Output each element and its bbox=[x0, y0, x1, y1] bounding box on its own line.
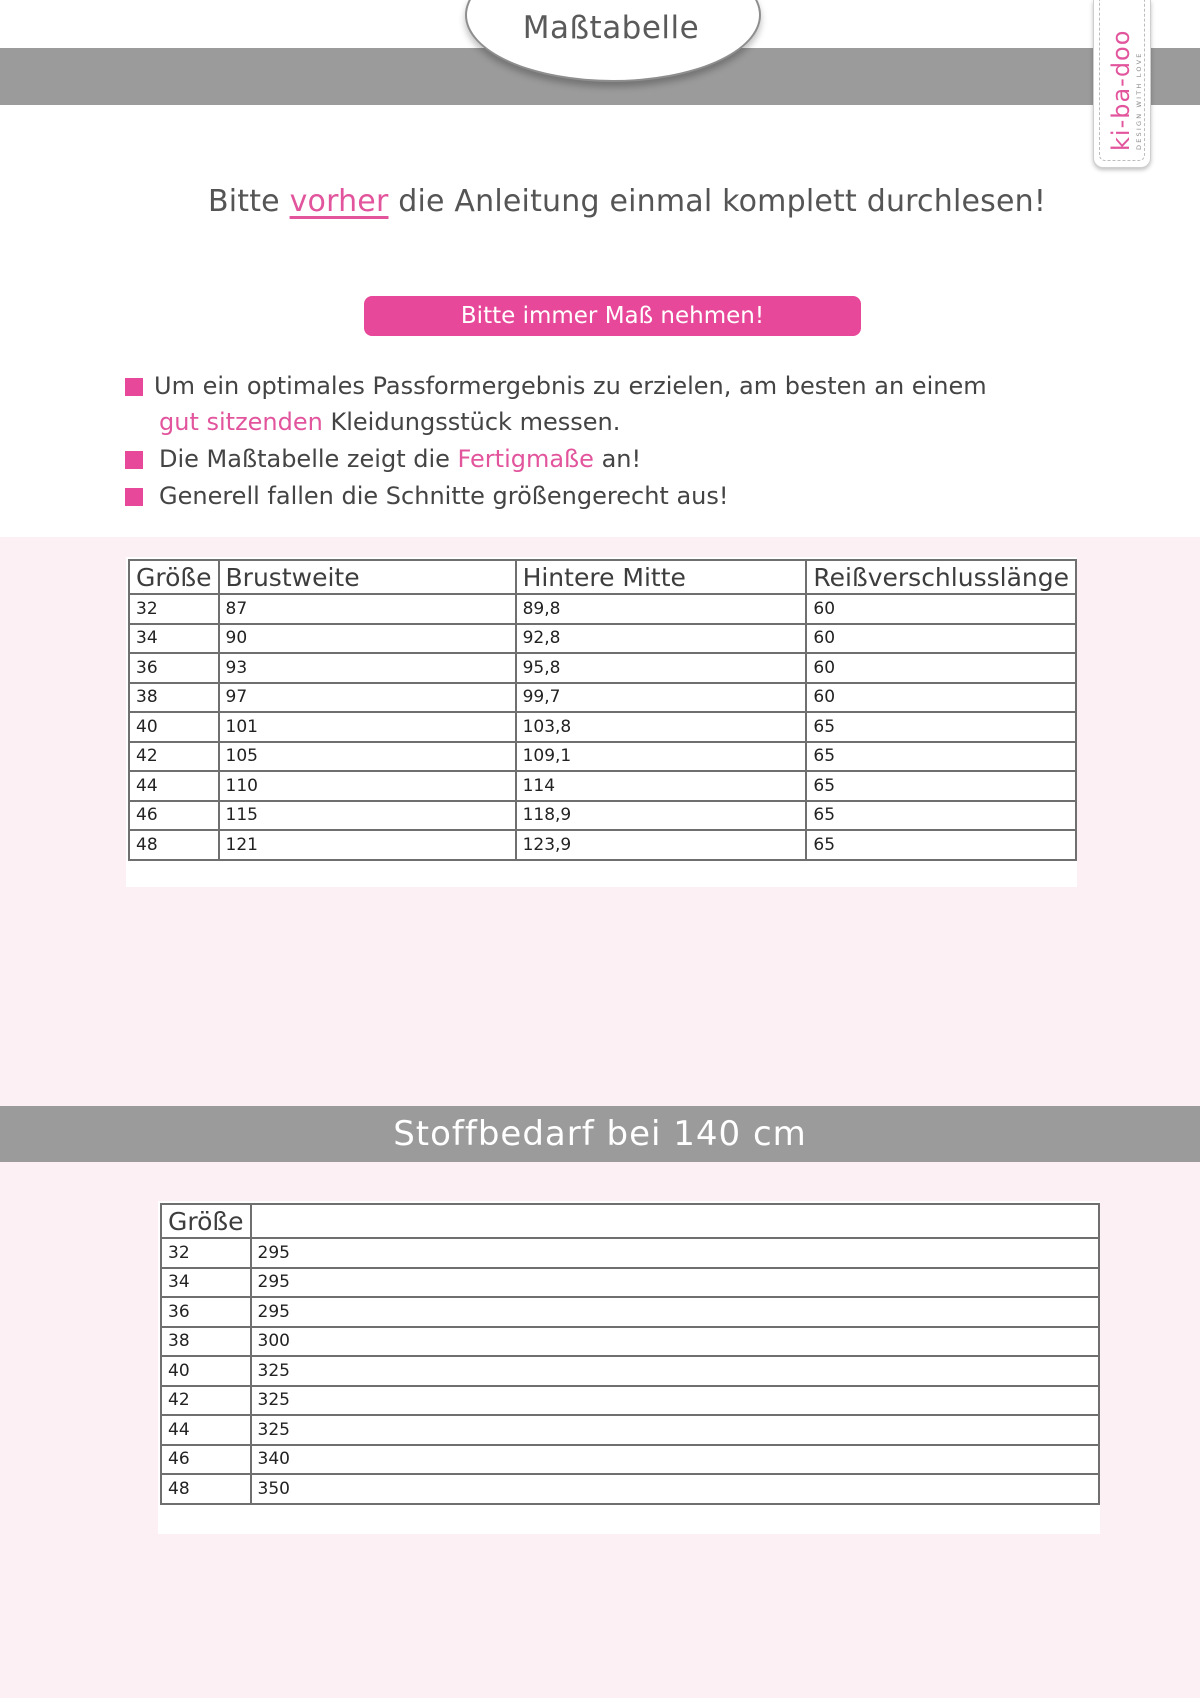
size-cell: 38 bbox=[161, 1327, 251, 1357]
chest-cell: 90 bbox=[219, 624, 516, 654]
col-header-amount bbox=[251, 1204, 1099, 1238]
zipper-cell: 65 bbox=[806, 801, 1076, 831]
zipper-cell: 60 bbox=[806, 683, 1076, 713]
col-header-back-center: Hintere Mitte bbox=[516, 560, 807, 594]
table-row bbox=[129, 624, 1076, 654]
chest-cell: 105 bbox=[219, 742, 516, 772]
intro-after: die Anleitung einmal komplett durchlesen! bbox=[388, 184, 1047, 219]
back-center-cell: 92,8 bbox=[516, 624, 807, 654]
back-center-cell: 103,8 bbox=[516, 712, 807, 742]
size-cell: 46 bbox=[161, 1445, 251, 1475]
chest-cell: 115 bbox=[219, 801, 516, 831]
col-header-size: Größe bbox=[161, 1204, 251, 1238]
fabric-title: Stoffbedarf bei 140 cm bbox=[393, 1114, 807, 1154]
amount-cell: 325 bbox=[251, 1356, 1099, 1386]
chest-cell: 110 bbox=[219, 771, 516, 801]
zipper-cell: 65 bbox=[806, 742, 1076, 772]
back-center-cell: 123,9 bbox=[516, 830, 807, 860]
table-row bbox=[161, 1327, 1099, 1357]
chest-cell: 101 bbox=[219, 712, 516, 742]
col-header-zipper-length: Reißverschlusslänge bbox=[806, 560, 1076, 594]
page-title: Maßtabelle bbox=[522, 10, 700, 46]
table-row bbox=[161, 1268, 1099, 1298]
intro-accent: vorher bbox=[289, 184, 389, 219]
zipper-cell: 65 bbox=[806, 771, 1076, 801]
bullet-2-accent: Fertigmaße bbox=[457, 445, 594, 473]
table-row bbox=[161, 1356, 1099, 1386]
chest-cell: 121 bbox=[219, 830, 516, 860]
amount-cell: 340 bbox=[251, 1445, 1099, 1475]
chest-cell: 93 bbox=[219, 653, 516, 683]
table-row bbox=[161, 1297, 1099, 1327]
size-cell: 42 bbox=[161, 1386, 251, 1416]
size-cell: 34 bbox=[129, 624, 219, 654]
size-cell: 36 bbox=[129, 653, 219, 683]
size-cell: 44 bbox=[129, 771, 219, 801]
table-row bbox=[161, 1445, 1099, 1475]
amount-cell: 295 bbox=[251, 1297, 1099, 1327]
table-row bbox=[129, 771, 1076, 801]
size-cell: 44 bbox=[161, 1415, 251, 1445]
back-center-cell: 109,1 bbox=[516, 742, 807, 772]
zipper-cell: 60 bbox=[806, 653, 1076, 683]
back-center-cell: 114 bbox=[516, 771, 807, 801]
fabric-table-container bbox=[158, 1201, 1100, 1534]
table-row bbox=[161, 1386, 1099, 1416]
bullet-1-accent: gut sitzenden bbox=[159, 408, 323, 436]
size-cell: 36 bbox=[161, 1297, 251, 1327]
chest-cell: 97 bbox=[219, 683, 516, 713]
bullet-square-icon bbox=[125, 488, 143, 506]
table-row bbox=[129, 801, 1076, 831]
table-row bbox=[129, 594, 1076, 624]
size-table-header-row bbox=[129, 560, 1076, 594]
amount-cell: 295 bbox=[251, 1268, 1099, 1298]
amount-cell: 325 bbox=[251, 1386, 1099, 1416]
logo-tagline: DESIGN WITH LOVE bbox=[1135, 51, 1143, 150]
bullet-1-line-1: Um ein optimales Passformergebnis zu erzielen, am besten an einem bbox=[154, 372, 987, 400]
table-row bbox=[161, 1474, 1099, 1504]
zipper-cell: 60 bbox=[806, 624, 1076, 654]
bullet-2-before: Die Maßtabelle zeigt die bbox=[159, 445, 458, 473]
size-cell: 48 bbox=[161, 1474, 251, 1504]
logo: ki-ba-doo bbox=[1107, 29, 1135, 151]
zipper-cell: 60 bbox=[806, 594, 1076, 624]
size-cell: 32 bbox=[161, 1238, 251, 1268]
size-table bbox=[128, 559, 1077, 861]
size-cell: 46 bbox=[129, 801, 219, 831]
table-row bbox=[129, 712, 1076, 742]
notice-banner: Bitte immer Maß nehmen! bbox=[364, 296, 861, 336]
bullet-3: Generell fallen die Schnitte größengerecht aus! bbox=[159, 482, 729, 510]
table-row bbox=[129, 742, 1076, 772]
table-row bbox=[129, 653, 1076, 683]
zipper-cell: 65 bbox=[806, 830, 1076, 860]
size-cell: 48 bbox=[129, 830, 219, 860]
amount-cell: 350 bbox=[251, 1474, 1099, 1504]
amount-cell: 325 bbox=[251, 1415, 1099, 1445]
back-center-cell: 89,8 bbox=[516, 594, 807, 624]
intro-line bbox=[0, 184, 1200, 219]
table-row bbox=[161, 1238, 1099, 1268]
back-center-cell: 95,8 bbox=[516, 653, 807, 683]
table-row bbox=[129, 683, 1076, 713]
bullet-2-after: an! bbox=[593, 445, 642, 473]
fabric-table bbox=[160, 1203, 1100, 1505]
fabric-table-header-row bbox=[161, 1204, 1099, 1238]
table-row bbox=[161, 1415, 1099, 1445]
bullet-square-icon bbox=[125, 451, 143, 469]
bullet-1-rest: Kleidungsstück messen. bbox=[322, 408, 621, 436]
size-cell: 38 bbox=[129, 683, 219, 713]
bullet-square-icon bbox=[125, 378, 143, 396]
intro-before: Bitte bbox=[207, 184, 290, 219]
size-cell: 34 bbox=[161, 1268, 251, 1298]
col-header-chest: Brustweite bbox=[219, 560, 516, 594]
table-row bbox=[129, 830, 1076, 860]
amount-cell: 300 bbox=[251, 1327, 1099, 1357]
size-cell: 40 bbox=[161, 1356, 251, 1386]
size-table-container bbox=[126, 557, 1077, 887]
back-center-cell: 118,9 bbox=[516, 801, 807, 831]
chest-cell: 87 bbox=[219, 594, 516, 624]
amount-cell: 295 bbox=[251, 1238, 1099, 1268]
size-cell: 32 bbox=[129, 594, 219, 624]
bullet-1-line-2 bbox=[159, 408, 620, 436]
size-cell: 40 bbox=[129, 712, 219, 742]
bullet-2 bbox=[159, 445, 641, 473]
col-header-size: Größe bbox=[129, 560, 219, 594]
back-center-cell: 99,7 bbox=[516, 683, 807, 713]
zipper-cell: 65 bbox=[806, 712, 1076, 742]
size-cell: 42 bbox=[129, 742, 219, 772]
